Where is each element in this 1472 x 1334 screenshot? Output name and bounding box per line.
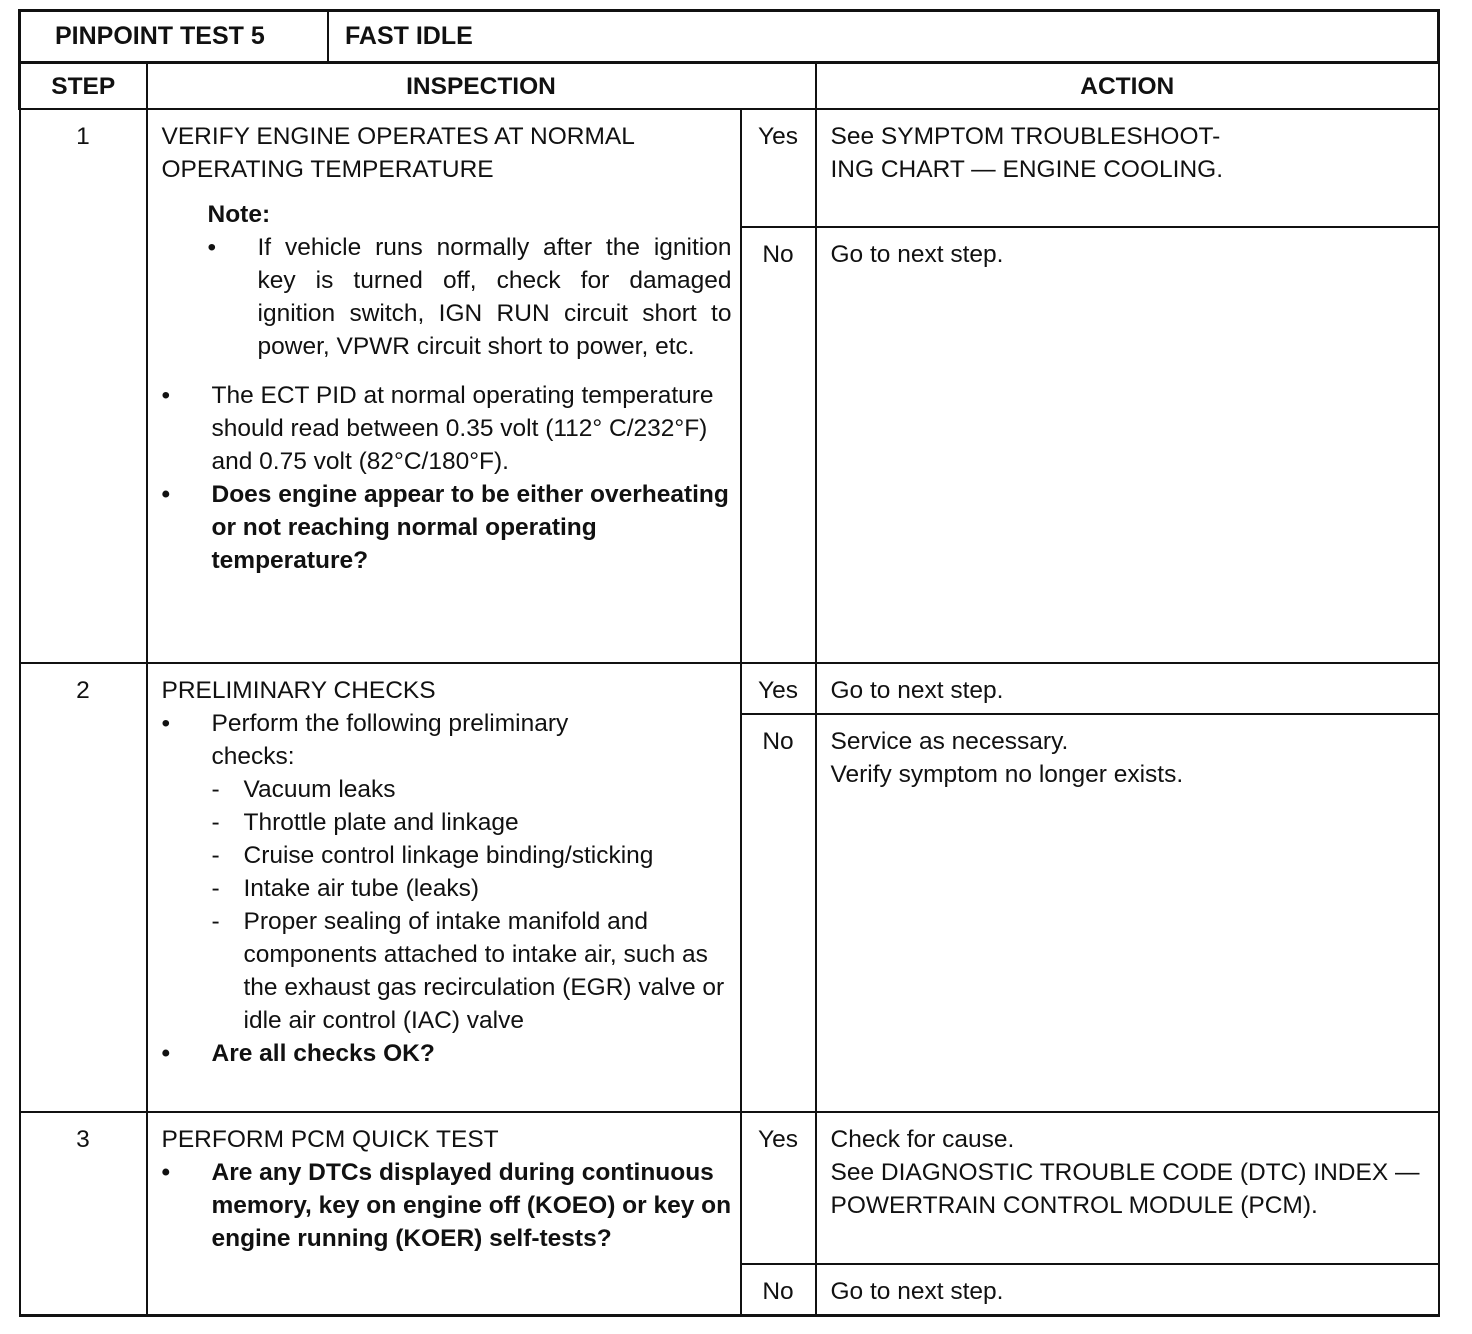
- step-inspection: [147, 663, 741, 1112]
- check-item-text: Intake air tube (leaks): [243, 875, 480, 902]
- note-text: If vehicle runs normally after the ignition key is turned off, check for damaged ignition switch, IGN RUN circuit short to power, VPWR circuit short to power, etc.: [257, 234, 732, 360]
- title-row: [18, 9, 1440, 61]
- pinpoint-test-document: [18, 9, 1440, 1317]
- step-3-yes-row: [20, 1112, 1440, 1264]
- yes-label: Yes: [741, 663, 816, 714]
- action-column-header: ACTION: [816, 63, 1440, 110]
- yes-action: Go to next step.: [816, 663, 1440, 714]
- yes-label: Yes: [741, 109, 816, 227]
- step-inspection: [147, 1112, 741, 1316]
- check-item: - Vacuum leaks: [212, 773, 732, 806]
- step-number: 3: [20, 1112, 147, 1316]
- check-item-text: Proper sealing of intake manifold and components attached to intake air, such as the exhaust gas recirculation (EGR) valve or idle air control (IAC) valve: [243, 908, 725, 1034]
- step-column-header: STEP: [20, 63, 147, 110]
- step-question: Are any DTCs displayed during continuous memory, key on engine off (KOEO) or key on engine running (KOER) self-tests?: [211, 1159, 732, 1252]
- step-inspection: [147, 109, 741, 663]
- yes-action-line: ING CHART — ENGINE COOLING.: [830, 156, 1224, 183]
- check-item: - Intake air tube (leaks): [212, 872, 732, 905]
- inspection-table: [18, 61, 1440, 1317]
- check-item-text: Throttle plate and linkage: [243, 809, 519, 836]
- test-label: PINPOINT TEST 5: [21, 12, 329, 61]
- step-question: Are all checks OK?: [211, 1040, 435, 1067]
- yes-action-line: See SYMPTOM TROUBLESHOOT-: [830, 123, 1221, 150]
- no-action-line: Service as necessary.: [830, 728, 1069, 755]
- bullet-question: • Are all checks OK?: [162, 1037, 732, 1070]
- yes-action-line: Check for cause.: [830, 1126, 1015, 1153]
- note-bullet: • If vehicle runs normally after the ignition key is turned off, check for damaged ignition switch, IGN RUN circuit short to power, VPWR circuit short to power, etc.: [208, 231, 732, 363]
- step-2-yes-row: [20, 663, 1440, 714]
- no-action: [816, 714, 1440, 1112]
- step-title: VERIFY ENGINE OPERATES AT NORMAL: [161, 123, 635, 150]
- ect-pid-text: The ECT PID at normal operating temperature should read between 0.35 volt (112° C/232°F) and 0.75 volt (82°C/180°F).: [211, 382, 714, 475]
- check-item: - Cruise control linkage binding/sticking: [212, 839, 732, 872]
- bullet-item: • Perform the following preliminary checks:: [162, 707, 732, 773]
- no-label: No: [741, 714, 816, 1112]
- bullet-question: • Does engine appear to be either overheating or not reaching normal operating temperature?: [162, 478, 732, 577]
- yes-action-line: See DIAGNOSTIC TROUBLE CODE (DTC) INDEX — POWERTRAIN CONTROL MODULE (PCM).: [830, 1159, 1420, 1219]
- yes-action: [816, 1112, 1440, 1264]
- step-title-continued: OPERATING TEMPERATURE: [161, 156, 494, 183]
- bullet-question: • Are any DTCs displayed during continuous memory, key on engine off (KOEO) or key on engine running (KOER) self-tests?: [162, 1156, 732, 1255]
- preliminary-checks-text: Perform the following preliminary checks:: [211, 710, 569, 770]
- inspection-column-header: INSPECTION: [147, 63, 816, 110]
- yes-label: Yes: [741, 1112, 816, 1264]
- step-number: 1: [20, 109, 147, 663]
- check-item-text: Cruise control linkage binding/sticking: [243, 842, 654, 869]
- no-action: Go to next step.: [816, 227, 1440, 663]
- step-title: PERFORM PCM QUICK TEST: [161, 1126, 499, 1153]
- test-title: FAST IDLE: [345, 22, 473, 50]
- step-title: PRELIMINARY CHECKS: [161, 677, 436, 704]
- step-1-yes-row: [20, 109, 1440, 227]
- yes-action: [816, 109, 1440, 227]
- check-item: - Proper sealing of intake manifold and components attached to intake air, such as the exhaust gas recirculation (EGR) valve or idle air control (IAC) valve: [212, 905, 732, 1037]
- no-label: No: [741, 1264, 816, 1316]
- note-label: Note:: [207, 201, 271, 228]
- check-item: - Throttle plate and linkage: [212, 806, 732, 839]
- check-item-text: Vacuum leaks: [243, 776, 396, 803]
- step-question: Does engine appear to be either overheating or not reaching normal operating temperature?: [211, 481, 729, 574]
- column-header-row: [20, 63, 1440, 110]
- no-label: No: [741, 227, 816, 663]
- bullet-item: • The ECT PID at normal operating temperature should read between 0.35 volt (112° C/232°F) and 0.75 volt (82°C/180°F).: [162, 379, 732, 478]
- no-action: Go to next step.: [816, 1264, 1440, 1316]
- step-number: 2: [20, 663, 147, 1112]
- no-action-line: Verify symptom no longer exists.: [830, 761, 1184, 788]
